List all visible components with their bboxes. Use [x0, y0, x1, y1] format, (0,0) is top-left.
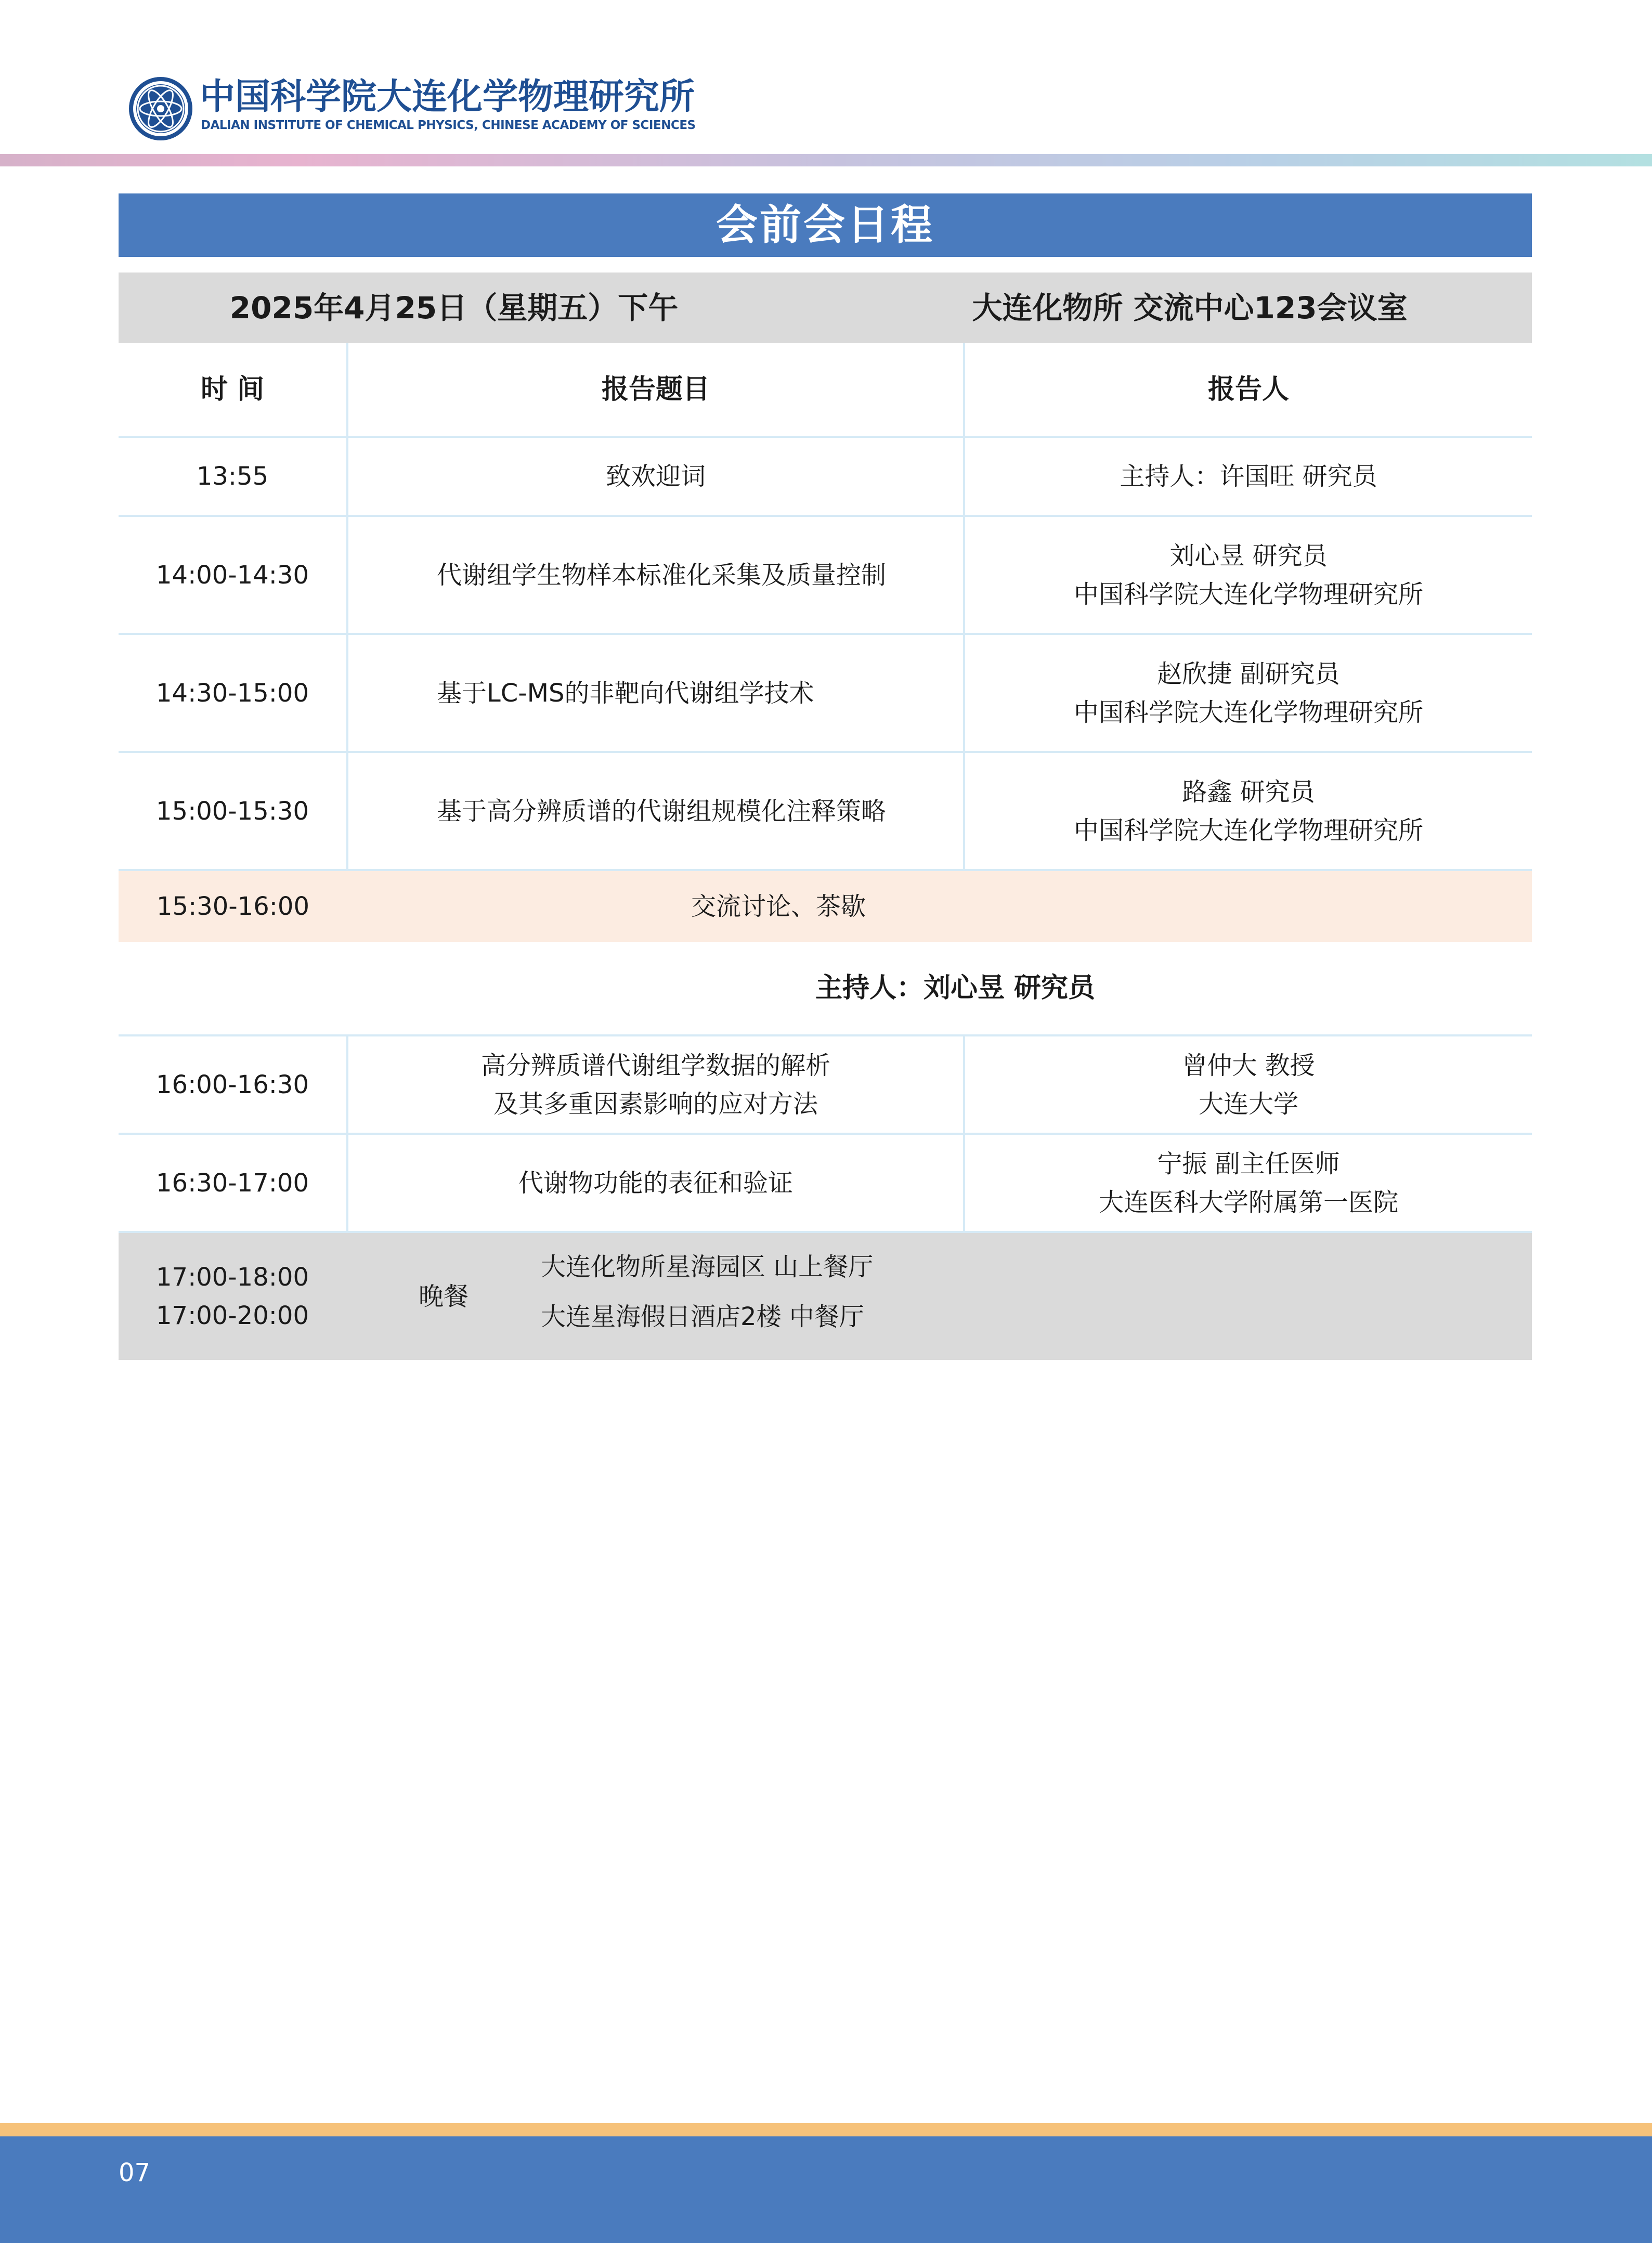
row-time: 15:00-15:30 — [119, 752, 347, 870]
row-topic: 基于LC-MS的非靶向代谢组学技术 — [347, 634, 964, 752]
row-time: 16:30-17:00 — [119, 1134, 347, 1232]
session-host: 主持人：刘心昱 研究员 — [119, 942, 1532, 1035]
dinner-times-cell — [119, 1232, 347, 1360]
row-time: 14:30-15:00 — [119, 634, 347, 752]
row-topic-line2: 及其多重因素影响的应对方法 — [493, 1089, 818, 1119]
page-number: 07 — [119, 2158, 151, 2187]
table-row — [119, 634, 1532, 752]
host-row — [119, 942, 1532, 1035]
page-header — [0, 0, 1652, 172]
footer-accent-stripe — [0, 2123, 1652, 2136]
row-time: 13:55 — [119, 437, 347, 516]
row-speaker: 刘心昱 研究员 — [1169, 541, 1328, 571]
row-time: 16:00-16:30 — [119, 1035, 347, 1134]
row-speaker-cell — [964, 1134, 1532, 1232]
row-speaker-cell — [964, 634, 1532, 752]
table-header-row — [119, 343, 1532, 437]
break-label: 交流讨论、茶歇 — [347, 870, 1532, 942]
dinner-location-2: 大连星海假日酒店2楼 中餐厅 — [541, 1302, 864, 1331]
break-row — [119, 870, 1532, 942]
dinner-label: 晚餐 — [419, 1282, 469, 1311]
row-speaker-cell — [964, 1035, 1532, 1134]
table-row — [119, 752, 1532, 870]
row-affiliation: 中国科学院大连化学物理研究所 — [1073, 579, 1423, 609]
page-footer — [0, 2136, 1652, 2243]
row-affiliation: 中国科学院大连化学物理研究所 — [1073, 815, 1423, 845]
row-time: 14:00-14:30 — [119, 516, 347, 634]
table-row — [119, 1134, 1532, 1232]
schedule-table — [119, 343, 1532, 1360]
row-topic-cell — [347, 1035, 964, 1134]
table-row — [119, 516, 1532, 634]
row-topic: 致欢迎词 — [347, 437, 964, 516]
row-topic: 基于高分辨质谱的代谢组规模化注释策略 — [347, 752, 964, 870]
institute-logo-icon — [129, 77, 192, 140]
row-topic: 代谢物功能的表征和验证 — [347, 1134, 964, 1232]
table-row — [119, 1035, 1532, 1134]
row-speaker: 宁振 副主任医师 — [1157, 1149, 1340, 1178]
table-row — [119, 437, 1532, 516]
header-topic: 报告题目 — [347, 343, 964, 437]
session-info-bar — [119, 273, 1532, 343]
row-affiliation: 大连大学 — [1198, 1089, 1298, 1119]
dinner-time-2: 17:00-20:00 — [156, 1301, 309, 1330]
page-title: 会前会日程 — [119, 193, 1532, 257]
row-speaker: 曾仲大 教授 — [1182, 1051, 1315, 1080]
session-venue: 大连化物所 交流中心123会议室 — [972, 290, 1408, 326]
break-time: 15:30-16:00 — [119, 870, 347, 942]
row-speaker: 路鑫 研究员 — [1182, 777, 1315, 807]
row-topic: 高分辨质谱代谢组学数据的解析 — [480, 1051, 830, 1080]
row-topic: 代谢组学生物样本标准化采集及质量控制 — [347, 516, 964, 634]
dinner-location-1: 大连化物所星海园区 山上餐厅 — [541, 1252, 874, 1281]
row-speaker-cell — [964, 752, 1532, 870]
dinner-time-1: 17:00-18:00 — [156, 1263, 309, 1292]
header-gradient-divider — [0, 154, 1652, 166]
header-time: 时 间 — [119, 343, 347, 437]
dinner-details-cell — [347, 1232, 1532, 1360]
header-speaker: 报告人 — [964, 343, 1532, 437]
row-speaker: 赵欣捷 副研究员 — [1157, 659, 1340, 689]
row-speaker: 主持人：许国旺 研究员 — [964, 437, 1532, 516]
dinner-row — [119, 1232, 1532, 1360]
row-affiliation: 中国科学院大连化学物理研究所 — [1073, 697, 1423, 727]
row-affiliation: 大连医科大学附属第一医院 — [1098, 1187, 1398, 1217]
institute-name-en: DALIAN INSTITUTE OF CHEMICAL PHYSICS, CHINESE ACADEMY OF SCIENCES — [201, 119, 696, 132]
row-speaker-cell — [964, 516, 1532, 634]
institute-name-cn: 中国科学院大连化学物理研究所 — [200, 76, 695, 118]
session-date: 2025年4月25日（星期五）下午 — [229, 290, 679, 326]
